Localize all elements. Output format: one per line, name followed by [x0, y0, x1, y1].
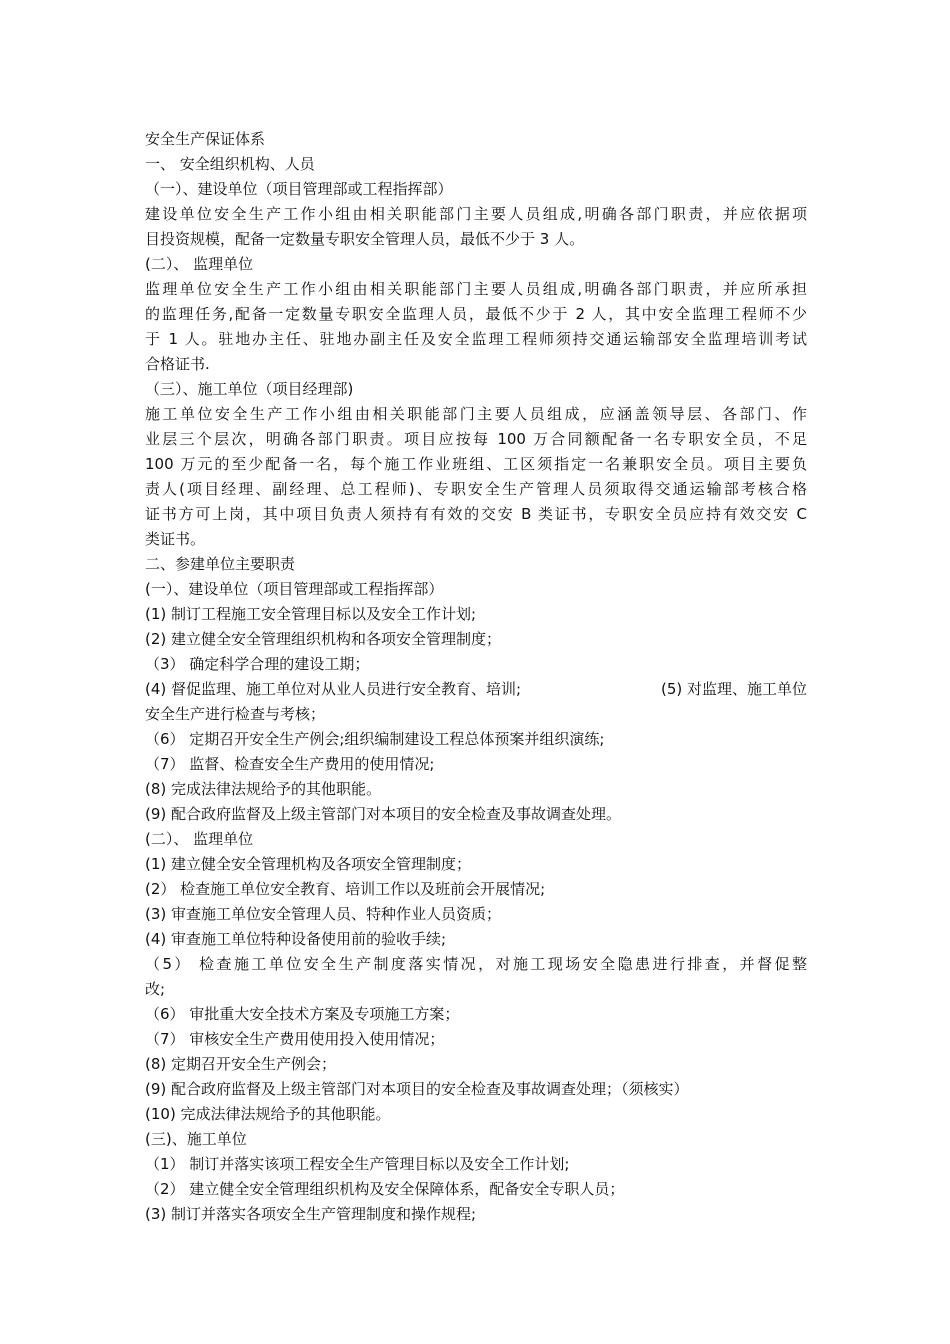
list-item: 改; — [145, 980, 166, 998]
subsection-heading: (二）、 监理单位 — [145, 255, 254, 273]
subsection-heading: (二）、 监理单位 — [145, 830, 254, 848]
document-title: 安全生产保证体系 — [145, 130, 266, 148]
list-item: (8) 定期召开安全生产例会； — [145, 1055, 337, 1073]
paragraph-line: 监理单位安全生产工作小组由相关职能部门主要人员组成,明确各部门职责，并应所承担 — [145, 280, 807, 298]
list-item: （6） 审批重大安全技术方案及专项施工方案； — [145, 1005, 460, 1023]
list-item: (1) 制订工程施工安全管理目标以及安全工作计划; — [145, 605, 477, 623]
list-item-row — [145, 677, 807, 702]
list-item: (9) 配合政府监督及上级主管部门对本项目的安全检查及事故调查处理。 — [145, 805, 622, 823]
list-item: (10) 完成法律法规给予的其他职能。 — [145, 1105, 391, 1123]
list-item: (5) 对监理、施工单位 — [660, 680, 807, 698]
paragraph-line: 100 万元的至少配备一名，每个施工作业班组、工区须指定一名兼职安全员。项目主要负 — [145, 455, 807, 473]
paragraph-line: 业层三个层次，明确各部门职责。项目应按每 100 万合同额配备一名专职安全员，不足 — [145, 430, 807, 448]
list-item: （7） 监督、检查安全生产费用的使用情况; — [145, 755, 435, 773]
list-item: (3) 审查施工单位安全管理人员、特种作业人员资质； — [145, 905, 502, 923]
list-item: (8) 完成法律法规给予的其他职能。 — [145, 780, 382, 798]
section-heading-2: 二、参建单位主要职责 — [145, 555, 296, 573]
list-item: （2） 建立健全安全管理组织机构及安全保障体系，配备安全专职人员； — [145, 1180, 625, 1198]
list-item: （3） 确定科学合理的建设工期； — [145, 655, 370, 673]
subsection-heading: （一）、建设单位（项目管理部或工程指挥部） — [145, 180, 453, 198]
list-item: 安全生产进行检查与考核； — [145, 705, 326, 723]
paragraph-line: 目投资规模，配备一定数量专职安全管理人员，最低不少于 3 人。 — [145, 230, 585, 248]
list-item: (3) 制订并落实各项安全生产管理制度和操作规程; — [145, 1205, 477, 1223]
subsection-heading: (一）、建设单位（项目管理部或工程指挥部） — [145, 580, 444, 598]
document-page — [145, 127, 807, 1227]
list-item: (4) 督促监理、施工单位对从业人员进行安全教育、培训; — [145, 680, 522, 698]
list-item: (1) 建立健全安全管理机构及各项安全管理制度； — [145, 855, 472, 873]
list-item: (2) 建立健全安全管理组织机构和各项安全管理制度； — [145, 630, 502, 648]
list-item: （6） 定期召开安全生产例会;组织编制建设工程总体预案并组织演练; — [145, 730, 605, 748]
paragraph-line: 于 1 人。驻地办主任、驻地办副主任及安全监理工程师须持交通运输部安全监理培训考试 — [145, 330, 807, 348]
paragraph-line: 合格证书. — [145, 355, 210, 373]
subsection-heading: (三)、施工单位 — [145, 1130, 247, 1148]
paragraph-line: 施工单位安全生产工作小组由相关职能部门主要人员组成，应涵盖领导层、各部门、作 — [145, 405, 807, 423]
list-item: (4) 审查施工单位特种设备使用前的验收手续; — [145, 930, 447, 948]
paragraph-line: 的监理任务,配备一定数量专职安全监理人员，最低不少于 2 人，其中安全监理工程师不少 — [145, 305, 807, 323]
list-item: (2） 检查施工单位安全教育、培训工作以及班前会开展情况; — [145, 880, 546, 898]
paragraph-line: 类证书。 — [145, 530, 206, 548]
list-item: （1） 制订并落实该项工程安全生产管理目标以及安全工作计划; — [145, 1155, 570, 1173]
subsection-heading: （三）、施工单位（项目经理部) — [145, 380, 354, 398]
section-heading-1: 一、 安全组织机构、人员 — [145, 155, 315, 173]
paragraph-line: 责人(项目经理、副经理、总工程师)、专职安全生产管理人员须取得交通运输部考核合格 — [145, 480, 807, 498]
paragraph-line: 证书方可上岗，其中项目负责人须持有有效的交安 B 类证书，专职安全员应持有效交安 C — [145, 505, 807, 523]
list-item: （5） 检查施工单位安全生产制度落实情况，对施工现场安全隐患进行排查，并督促整 — [145, 955, 807, 973]
list-item: （7） 审核安全生产费用使用投入使用情况； — [145, 1030, 445, 1048]
list-item: (9) 配合政府监督及上级主管部门对本项目的安全检查及事故调查处理；（须核实） — [145, 1080, 689, 1098]
paragraph-line: 建设单位安全生产工作小组由相关职能部门主要人员组成,明确各部门职责，并应依据项 — [145, 205, 807, 223]
